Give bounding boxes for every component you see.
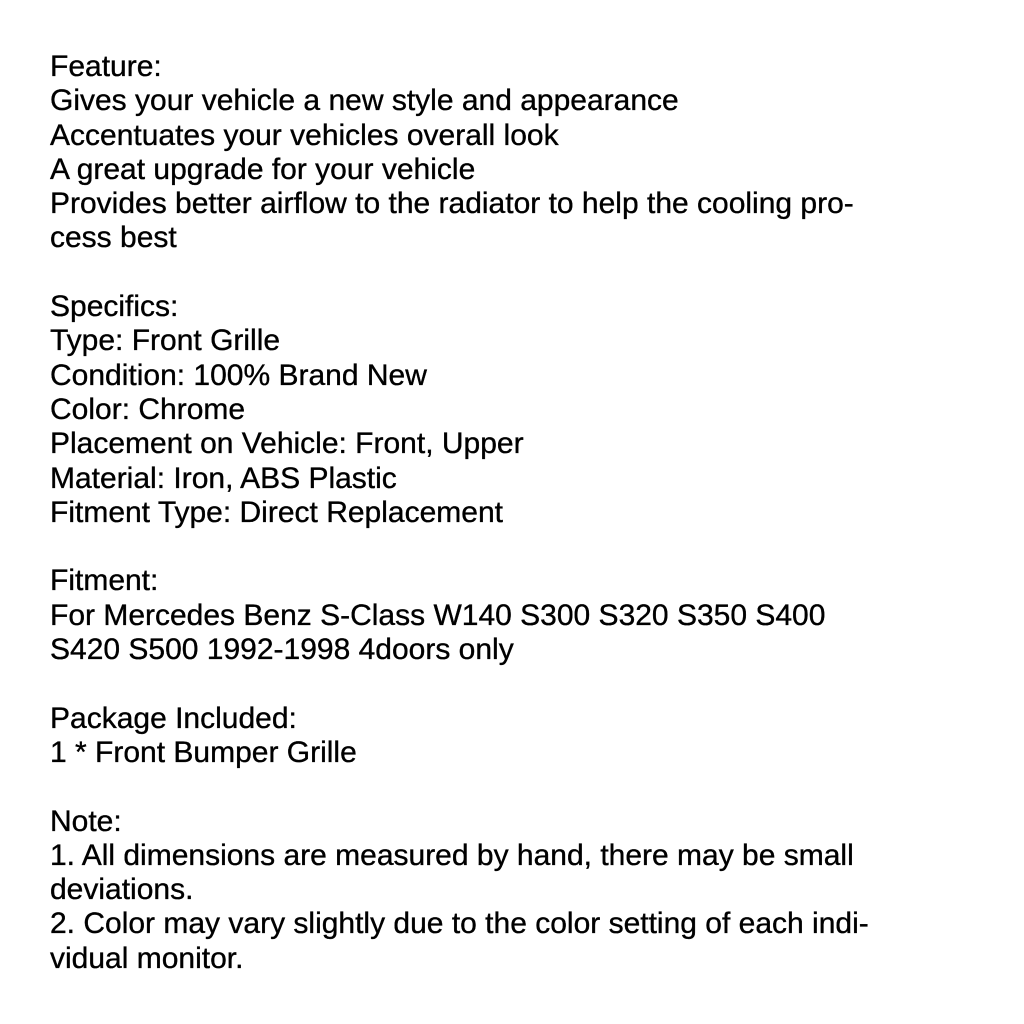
note-line: 2. Color may vary slightly due to the color setting of each indi- bbox=[50, 907, 869, 941]
section-heading: Fitment: bbox=[50, 564, 159, 598]
package-line: 1 * Front Bumper Grille bbox=[50, 735, 357, 769]
feature-line: A great upgrade for your vehicle bbox=[50, 152, 476, 186]
spec-line: Type: Front Grille bbox=[50, 324, 281, 358]
spec-line: Condition: 100% Brand New bbox=[50, 358, 427, 392]
spec-line: Color: Chrome bbox=[50, 392, 246, 426]
feature-line: Accentuates your vehicles overall look bbox=[50, 118, 559, 152]
spec-line: Placement on Vehicle: Front, Upper bbox=[50, 427, 524, 461]
spec-line: Fitment Type: Direct Replacement bbox=[50, 495, 503, 529]
feature-line: cess best bbox=[50, 221, 177, 255]
section-heading: Specifics: bbox=[50, 290, 179, 324]
fitment-line: For Mercedes Benz S-Class W140 S300 S320 S350 S400 bbox=[50, 598, 826, 632]
fitment-line: S420 S500 1992-1998 4doors only bbox=[50, 633, 514, 667]
feature-section bbox=[50, 50, 980, 256]
note-line: deviations. bbox=[50, 873, 194, 907]
section-heading: Note: bbox=[50, 804, 122, 838]
package-section bbox=[50, 702, 980, 771]
spec-line: Material: Iron, ABS Plastic bbox=[50, 461, 397, 495]
product-description bbox=[50, 50, 980, 976]
feature-line: Gives your vehicle a new style and appearance bbox=[50, 84, 679, 118]
feature-line: Provides better airflow to the radiator to help the cooling pro- bbox=[50, 187, 854, 221]
note-line: 1. All dimensions are measured by hand, there may be small bbox=[50, 838, 854, 872]
fitment-section bbox=[50, 564, 980, 667]
note-section bbox=[50, 805, 980, 976]
section-heading: Feature: bbox=[50, 50, 162, 83]
specifics-section bbox=[50, 290, 980, 530]
section-heading: Package Included: bbox=[50, 701, 297, 735]
note-line: vidual monitor. bbox=[50, 941, 244, 975]
